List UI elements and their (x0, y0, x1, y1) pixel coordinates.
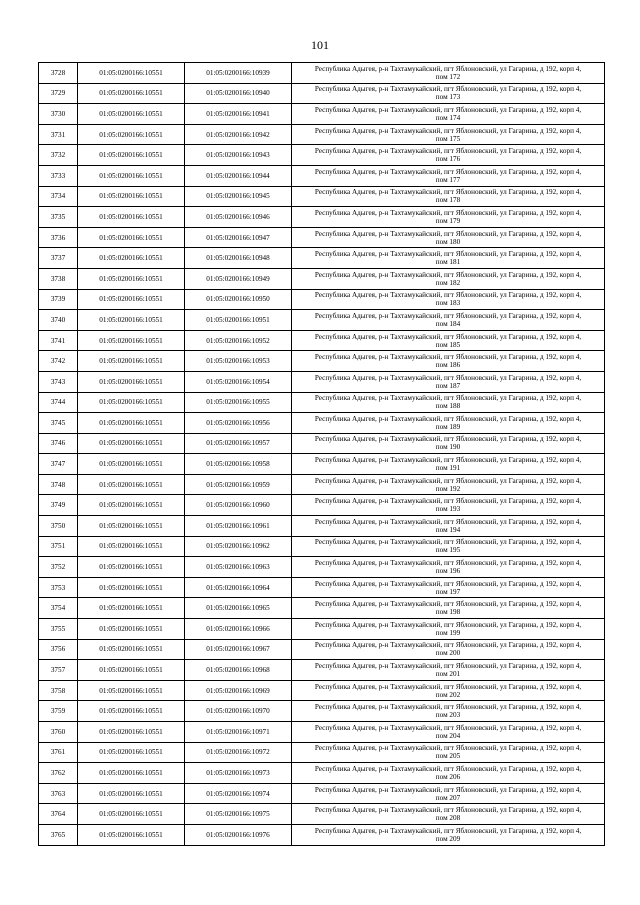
table-row (39, 783, 605, 804)
object-cadastral-number-cell: 01:05:0200166:10948 (185, 248, 292, 269)
address-line-2: пом 179 (435, 216, 461, 225)
object-cadastral-number-cell: 01:05:0200166:10941 (185, 104, 292, 125)
row-number-cell: 3749 (39, 495, 78, 516)
address-cell (292, 536, 605, 557)
parent-cadastral-number-cell: 01:05:0200166:10551 (78, 310, 185, 331)
address-line-2: пом 204 (435, 731, 461, 740)
address-line-2: пом 185 (435, 340, 461, 349)
row-number-cell: 3757 (39, 660, 78, 681)
table-row (39, 454, 605, 475)
address-line-1: Республика Адыгея, р-н Тахтамукайский, пгт Яблоновский, ул Гагарина, д 192, корп 4, (314, 332, 582, 341)
row-number-cell: 3740 (39, 310, 78, 331)
object-cadastral-number-cell: 01:05:0200166:10967 (185, 639, 292, 660)
object-cadastral-number-cell: 01:05:0200166:10943 (185, 145, 292, 166)
object-cadastral-number-cell: 01:05:0200166:10963 (185, 557, 292, 578)
address-line-2: пом 202 (435, 690, 461, 699)
parent-cadastral-number-cell: 01:05:0200166:10551 (78, 742, 185, 763)
parent-cadastral-number-cell: 01:05:0200166:10551 (78, 701, 185, 722)
row-number-cell: 3730 (39, 104, 78, 125)
object-cadastral-number-cell: 01:05:0200166:10940 (185, 83, 292, 104)
table-row (39, 310, 605, 331)
address-line-2: пом 190 (435, 443, 461, 452)
row-number-cell: 3735 (39, 207, 78, 228)
parent-cadastral-number-cell: 01:05:0200166:10551 (78, 413, 185, 434)
address-line-2: пом 197 (435, 587, 461, 596)
object-cadastral-number-cell: 01:05:0200166:10965 (185, 598, 292, 619)
address-cell (292, 680, 605, 701)
object-cadastral-number-cell: 01:05:0200166:10976 (185, 824, 292, 845)
object-cadastral-number-cell: 01:05:0200166:10966 (185, 619, 292, 640)
table-row (39, 433, 605, 454)
address-cell (292, 165, 605, 186)
address-cell (292, 392, 605, 413)
object-cadastral-number-cell: 01:05:0200166:10961 (185, 516, 292, 537)
address-line-1: Республика Адыгея, р-н Тахтамукайский, пгт Яблоновский, ул Гагарина, д 192, корп 4, (314, 373, 582, 382)
address-line-1: Республика Адыгея, р-н Тахтамукайский, пгт Яблоновский, ул Гагарина, д 192, корп 4, (314, 147, 582, 156)
address-line-2: пом 172 (435, 72, 461, 81)
address-line-1: Республика Адыгея, р-н Тахтамукайский, пгт Яблоновский, ул Гагарина, д 192, корп 4, (314, 126, 582, 135)
parent-cadastral-number-cell: 01:05:0200166:10551 (78, 145, 185, 166)
address-cell (292, 598, 605, 619)
address-line-1: Республика Адыгея, р-н Тахтамукайский, пгт Яблоновский, ул Гагарина, д 192, корп 4, (314, 167, 582, 176)
parent-cadastral-number-cell: 01:05:0200166:10551 (78, 433, 185, 454)
address-line-2: пом 207 (435, 793, 461, 802)
address-cell (292, 433, 605, 454)
parent-cadastral-number-cell: 01:05:0200166:10551 (78, 804, 185, 825)
table-row (39, 268, 605, 289)
parent-cadastral-number-cell: 01:05:0200166:10551 (78, 495, 185, 516)
row-number-cell: 3761 (39, 742, 78, 763)
parent-cadastral-number-cell: 01:05:0200166:10551 (78, 289, 185, 310)
row-number-cell: 3765 (39, 824, 78, 845)
address-cell (292, 577, 605, 598)
address-cell (292, 371, 605, 392)
parent-cadastral-number-cell: 01:05:0200166:10551 (78, 248, 185, 269)
address-line-1: Республика Адыгея, р-н Тахтамукайский, пгт Яблоновский, ул Гагарина, д 192, корп 4, (314, 723, 582, 732)
row-number-cell: 3728 (39, 63, 78, 84)
parent-cadastral-number-cell: 01:05:0200166:10551 (78, 371, 185, 392)
row-number-cell: 3737 (39, 248, 78, 269)
parent-cadastral-number-cell: 01:05:0200166:10551 (78, 680, 185, 701)
table-row (39, 330, 605, 351)
row-number-cell: 3742 (39, 351, 78, 372)
address-line-1: Республика Адыгея, р-н Тахтамукайский, пгт Яблоновский, ул Гагарина, д 192, корп 4, (314, 435, 582, 444)
object-cadastral-number-cell: 01:05:0200166:10952 (185, 330, 292, 351)
table-row (39, 495, 605, 516)
object-cadastral-number-cell: 01:05:0200166:10973 (185, 763, 292, 784)
address-line-2: пом 188 (435, 402, 461, 411)
table-row (39, 351, 605, 372)
address-cell (292, 124, 605, 145)
address-cell (292, 619, 605, 640)
object-cadastral-number-cell: 01:05:0200166:10968 (185, 660, 292, 681)
page-number: 101 (311, 38, 329, 52)
parent-cadastral-number-cell: 01:05:0200166:10551 (78, 577, 185, 598)
parent-cadastral-number-cell: 01:05:0200166:10551 (78, 207, 185, 228)
row-number-cell: 3752 (39, 557, 78, 578)
row-number-cell: 3756 (39, 639, 78, 660)
row-number-cell: 3753 (39, 577, 78, 598)
row-number-cell: 3759 (39, 701, 78, 722)
address-line-1: Республика Адыгея, р-н Тахтамукайский, пгт Яблоновский, ул Гагарина, д 192, корп 4, (314, 208, 582, 217)
parent-cadastral-number-cell: 01:05:0200166:10551 (78, 392, 185, 413)
address-line-2: пом 180 (435, 237, 461, 246)
parent-cadastral-number-cell: 01:05:0200166:10551 (78, 619, 185, 640)
address-line-1: Республика Адыгея, р-н Тахтамукайский, пгт Яблоновский, ул Гагарина, д 192, корп 4, (314, 250, 582, 259)
address-line-1: Республика Адыгея, р-н Тахтамукайский, пгт Яблоновский, ул Гагарина, д 192, корп 4, (314, 785, 582, 794)
address-line-1: Республика Адыгея, р-н Тахтамукайский, пгт Яблоновский, ул Гагарина, д 192, корп 4, (314, 394, 582, 403)
object-cadastral-number-cell: 01:05:0200166:10951 (185, 310, 292, 331)
object-cadastral-number-cell: 01:05:0200166:10946 (185, 207, 292, 228)
address-line-1: Республика Адыгея, р-н Тахтамукайский, пгт Яблоновский, ул Гагарина, д 192, корп 4, (314, 517, 582, 526)
address-cell (292, 248, 605, 269)
row-number-cell: 3738 (39, 268, 78, 289)
address-cell (292, 722, 605, 743)
address-line-1: Республика Адыгея, р-н Тахтамукайский, пгт Яблоновский, ул Гагарина, д 192, корп 4, (314, 64, 582, 73)
address-cell (292, 660, 605, 681)
address-line-1: Республика Адыгея, р-н Тахтамукайский, пгт Яблоновский, ул Гагарина, д 192, корп 4, (314, 764, 582, 773)
address-cell (292, 763, 605, 784)
object-cadastral-number-cell: 01:05:0200166:10972 (185, 742, 292, 763)
address-cell (292, 413, 605, 434)
address-line-1: Республика Адыгея, р-н Тахтамукайский, пгт Яблоновский, ул Гагарина, д 192, корп 4, (314, 826, 582, 835)
row-number-cell: 3755 (39, 619, 78, 640)
address-cell (292, 783, 605, 804)
parent-cadastral-number-cell: 01:05:0200166:10551 (78, 83, 185, 104)
row-number-cell: 3748 (39, 474, 78, 495)
address-line-2: пом 186 (435, 361, 461, 370)
table-row (39, 763, 605, 784)
address-line-1: Республика Адыгея, р-н Тахтамукайский, пгт Яблоновский, ул Гагарина, д 192, корп 4, (314, 229, 582, 238)
address-cell (292, 268, 605, 289)
parent-cadastral-number-cell: 01:05:0200166:10551 (78, 330, 185, 351)
parent-cadastral-number-cell: 01:05:0200166:10551 (78, 783, 185, 804)
table-row (39, 63, 605, 84)
object-cadastral-number-cell: 01:05:0200166:10949 (185, 268, 292, 289)
object-cadastral-number-cell: 01:05:0200166:10955 (185, 392, 292, 413)
address-line-2: пом 189 (435, 422, 461, 431)
object-cadastral-number-cell: 01:05:0200166:10974 (185, 783, 292, 804)
table-row (39, 83, 605, 104)
address-line-2: пом 205 (435, 752, 461, 761)
object-cadastral-number-cell: 01:05:0200166:10942 (185, 124, 292, 145)
address-line-2: пом 195 (435, 546, 461, 555)
object-cadastral-number-cell: 01:05:0200166:10957 (185, 433, 292, 454)
parent-cadastral-number-cell: 01:05:0200166:10551 (78, 351, 185, 372)
address-line-2: пом 173 (435, 93, 461, 102)
parent-cadastral-number-cell: 01:05:0200166:10551 (78, 536, 185, 557)
row-number-cell: 3754 (39, 598, 78, 619)
row-number-cell: 3745 (39, 413, 78, 434)
parent-cadastral-number-cell: 01:05:0200166:10551 (78, 474, 185, 495)
table-row (39, 165, 605, 186)
parent-cadastral-number-cell: 01:05:0200166:10551 (78, 639, 185, 660)
row-number-cell: 3741 (39, 330, 78, 351)
address-line-2: пом 192 (435, 484, 461, 493)
parent-cadastral-number-cell: 01:05:0200166:10551 (78, 227, 185, 248)
object-cadastral-number-cell: 01:05:0200166:10945 (185, 186, 292, 207)
parent-cadastral-number-cell: 01:05:0200166:10551 (78, 763, 185, 784)
address-line-1: Республика Адыгея, р-н Тахтамукайский, пгт Яблоновский, ул Гагарина, д 192, корп 4, (314, 291, 582, 300)
table-row (39, 413, 605, 434)
parent-cadastral-number-cell: 01:05:0200166:10551 (78, 722, 185, 743)
row-number-cell: 3747 (39, 454, 78, 475)
table-row (39, 701, 605, 722)
address-line-1: Республика Адыгея, р-н Тахтамукайский, пгт Яблоновский, ул Гагарина, д 192, корп 4, (314, 476, 582, 485)
parent-cadastral-number-cell: 01:05:0200166:10551 (78, 165, 185, 186)
address-line-2: пом 200 (435, 649, 461, 658)
object-cadastral-number-cell: 01:05:0200166:10958 (185, 454, 292, 475)
address-line-1: Республика Адыгея, р-н Тахтамукайский, пгт Яблоновский, ул Гагарина, д 192, корп 4, (314, 311, 582, 320)
table-row (39, 660, 605, 681)
table-row (39, 186, 605, 207)
address-line-1: Республика Адыгея, р-н Тахтамукайский, пгт Яблоновский, ул Гагарина, д 192, корп 4, (314, 85, 582, 94)
parent-cadastral-number-cell: 01:05:0200166:10551 (78, 268, 185, 289)
address-line-1: Республика Адыгея, р-н Тахтамукайский, пгт Яблоновский, ул Гагарина, д 192, корп 4, (314, 538, 582, 547)
row-number-cell: 3739 (39, 289, 78, 310)
registry-table (38, 62, 605, 846)
address-line-1: Республика Адыгея, р-н Тахтамукайский, пгт Яблоновский, ул Гагарина, д 192, корп 4, (314, 600, 582, 609)
address-line-2: пом 193 (435, 505, 461, 514)
object-cadastral-number-cell: 01:05:0200166:10947 (185, 227, 292, 248)
parent-cadastral-number-cell: 01:05:0200166:10551 (78, 104, 185, 125)
object-cadastral-number-cell: 01:05:0200166:10956 (185, 413, 292, 434)
address-line-1: Республика Адыгея, р-н Тахтамукайский, пгт Яблоновский, ул Гагарина, д 192, корп 4, (314, 620, 582, 629)
address-line-2: пом 182 (435, 278, 461, 287)
row-number-cell: 3764 (39, 804, 78, 825)
object-cadastral-number-cell: 01:05:0200166:10960 (185, 495, 292, 516)
address-line-1: Республика Адыгея, р-н Тахтамукайский, пгт Яблоновский, ул Гагарина, д 192, корп 4, (314, 456, 582, 465)
row-number-cell: 3750 (39, 516, 78, 537)
object-cadastral-number-cell: 01:05:0200166:10970 (185, 701, 292, 722)
address-line-2: пом 199 (435, 628, 461, 637)
table-row (39, 124, 605, 145)
address-line-1: Республика Адыгея, р-н Тахтамукайский, пгт Яблоновский, ул Гагарина, д 192, корп 4, (314, 497, 582, 506)
row-number-cell: 3733 (39, 165, 78, 186)
address-cell (292, 351, 605, 372)
row-number-cell: 3758 (39, 680, 78, 701)
address-cell (292, 104, 605, 125)
object-cadastral-number-cell: 01:05:0200166:10954 (185, 371, 292, 392)
address-line-1: Республика Адыгея, р-н Тахтамукайский, пгт Яблоновский, ул Гагарина, д 192, корп 4, (314, 270, 582, 279)
address-line-1: Республика Адыгея, р-н Тахтамукайский, пгт Яблоновский, ул Гагарина, д 192, корп 4, (314, 353, 582, 362)
address-line-1: Республика Адыгея, р-н Тахтамукайский, пгт Яблоновский, ул Гагарина, д 192, корп 4, (314, 559, 582, 568)
address-line-2: пом 198 (435, 608, 461, 617)
address-cell (292, 639, 605, 660)
table-row (39, 722, 605, 743)
parent-cadastral-number-cell: 01:05:0200166:10551 (78, 598, 185, 619)
table-row (39, 557, 605, 578)
row-number-cell: 3736 (39, 227, 78, 248)
address-line-2: пом 183 (435, 299, 461, 308)
address-line-1: Республика Адыгея, р-н Тахтамукайский, пгт Яблоновский, ул Гагарина, д 192, корп 4, (314, 806, 582, 815)
address-cell (292, 742, 605, 763)
row-number-cell: 3734 (39, 186, 78, 207)
parent-cadastral-number-cell: 01:05:0200166:10551 (78, 557, 185, 578)
address-cell (292, 454, 605, 475)
table-row (39, 289, 605, 310)
row-number-cell: 3744 (39, 392, 78, 413)
address-line-1: Республика Адыгея, р-н Тахтамукайский, пгт Яблоновский, ул Гагарина, д 192, корп 4, (314, 662, 582, 671)
address-line-2: пом 201 (435, 670, 461, 679)
address-line-1: Республика Адыгея, р-н Тахтамукайский, пгт Яблоновский, ул Гагарина, д 192, корп 4, (314, 641, 582, 650)
table-row (39, 392, 605, 413)
table-row (39, 680, 605, 701)
table-row (39, 639, 605, 660)
address-cell (292, 289, 605, 310)
address-cell (292, 701, 605, 722)
row-number-cell: 3751 (39, 536, 78, 557)
address-line-2: пом 206 (435, 772, 461, 781)
address-line-1: Республика Адыгея, р-н Тахтамукайский, пгт Яблоновский, ул Гагарина, д 192, корп 4, (314, 682, 582, 691)
table-row (39, 742, 605, 763)
address-line-2: пом 174 (435, 113, 461, 122)
table-row (39, 619, 605, 640)
address-line-2: пом 181 (435, 258, 461, 267)
address-cell (292, 145, 605, 166)
registry-table-body (39, 63, 605, 846)
table-row (39, 824, 605, 845)
table-row (39, 598, 605, 619)
address-cell (292, 557, 605, 578)
parent-cadastral-number-cell: 01:05:0200166:10551 (78, 660, 185, 681)
row-number-cell: 3746 (39, 433, 78, 454)
parent-cadastral-number-cell: 01:05:0200166:10551 (78, 186, 185, 207)
row-number-cell: 3732 (39, 145, 78, 166)
address-cell (292, 824, 605, 845)
object-cadastral-number-cell: 01:05:0200166:10939 (185, 63, 292, 84)
address-line-2: пом 209 (435, 834, 461, 843)
table-row (39, 104, 605, 125)
object-cadastral-number-cell: 01:05:0200166:10969 (185, 680, 292, 701)
object-cadastral-number-cell: 01:05:0200166:10959 (185, 474, 292, 495)
address-line-2: пом 194 (435, 525, 461, 534)
parent-cadastral-number-cell: 01:05:0200166:10551 (78, 124, 185, 145)
parent-cadastral-number-cell: 01:05:0200166:10551 (78, 516, 185, 537)
address-cell (292, 83, 605, 104)
parent-cadastral-number-cell: 01:05:0200166:10551 (78, 454, 185, 475)
object-cadastral-number-cell: 01:05:0200166:10975 (185, 804, 292, 825)
object-cadastral-number-cell: 01:05:0200166:10944 (185, 165, 292, 186)
address-cell (292, 63, 605, 84)
address-line-1: Республика Адыгея, р-н Тахтамукайский, пгт Яблоновский, ул Гагарина, д 192, корп 4, (314, 744, 582, 753)
address-cell (292, 474, 605, 495)
address-cell (292, 804, 605, 825)
row-number-cell: 3731 (39, 124, 78, 145)
address-line-2: пом 187 (435, 381, 461, 390)
row-number-cell: 3729 (39, 83, 78, 104)
address-line-1: Республика Адыгея, р-н Тахтамукайский, пгт Яблоновский, ул Гагарина, д 192, корп 4, (314, 579, 582, 588)
table-row (39, 371, 605, 392)
address-cell (292, 227, 605, 248)
address-cell (292, 516, 605, 537)
address-cell (292, 207, 605, 228)
address-line-1: Республика Адыгея, р-н Тахтамукайский, пгт Яблоновский, ул Гагарина, д 192, корп 4, (314, 414, 582, 423)
table-row (39, 248, 605, 269)
address-line-2: пом 177 (435, 175, 461, 184)
row-number-cell: 3760 (39, 722, 78, 743)
table-row (39, 474, 605, 495)
table-row (39, 227, 605, 248)
address-line-1: Республика Адыгея, р-н Тахтамукайский, пгт Яблоновский, ул Гагарина, д 192, корп 4, (314, 703, 582, 712)
parent-cadastral-number-cell: 01:05:0200166:10551 (78, 63, 185, 84)
address-line-1: Республика Адыгея, р-н Тахтамукайский, пгт Яблоновский, ул Гагарина, д 192, корп 4, (314, 105, 582, 114)
parent-cadastral-number-cell: 01:05:0200166:10551 (78, 824, 185, 845)
object-cadastral-number-cell: 01:05:0200166:10971 (185, 722, 292, 743)
table-row (39, 536, 605, 557)
address-cell (292, 495, 605, 516)
address-line-2: пом 203 (435, 711, 461, 720)
address-line-2: пом 176 (435, 155, 461, 164)
address-line-2: пом 191 (435, 464, 461, 473)
address-cell (292, 186, 605, 207)
object-cadastral-number-cell: 01:05:0200166:10953 (185, 351, 292, 372)
address-line-1: Республика Адыгея, р-н Тахтамукайский, пгт Яблоновский, ул Гагарина, д 192, корп 4, (314, 188, 582, 197)
address-line-2: пом 184 (435, 319, 461, 328)
table-row (39, 145, 605, 166)
table-row (39, 207, 605, 228)
object-cadastral-number-cell: 01:05:0200166:10962 (185, 536, 292, 557)
row-number-cell: 3763 (39, 783, 78, 804)
table-row (39, 804, 605, 825)
address-line-2: пом 208 (435, 814, 461, 823)
address-line-2: пом 175 (435, 134, 461, 143)
row-number-cell: 3762 (39, 763, 78, 784)
address-cell (292, 330, 605, 351)
table-row (39, 516, 605, 537)
address-line-2: пом 178 (435, 196, 461, 205)
table-row (39, 577, 605, 598)
address-line-2: пом 196 (435, 567, 461, 576)
address-cell (292, 310, 605, 331)
object-cadastral-number-cell: 01:05:0200166:10950 (185, 289, 292, 310)
row-number-cell: 3743 (39, 371, 78, 392)
object-cadastral-number-cell: 01:05:0200166:10964 (185, 577, 292, 598)
